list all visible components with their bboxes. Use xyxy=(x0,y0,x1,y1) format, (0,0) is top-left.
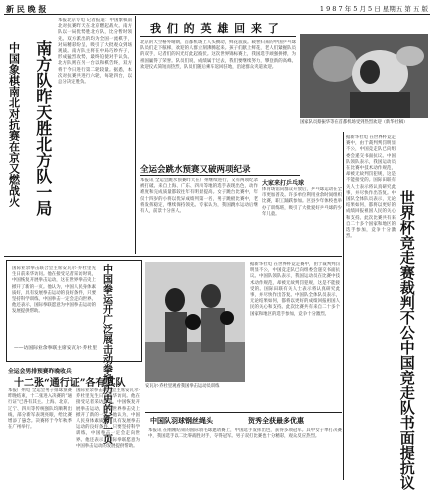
history-body: 国际业余拳击联合会主席安瓦尔·乔杜里先生日前来华访问。他在接受记者采访时说，中国恢复开展拳击运动，这在世界拳击史上掀开了新的一页。他认为，中国人民身体素质好，具有发展拳击运动的良好条件，只要坚持科学训练，中国拳击一定会走向世界。他还表示，国际拳联愿意为中国拳击运动的发展提供帮助。 xyxy=(12,266,96,315)
feature-photo xyxy=(300,34,428,118)
history-subline: ——访国际业余拳联主席安瓦尔·乔杜里 xyxy=(14,346,98,351)
lead-body: 本报北京专电 记者报道：中国象棋南北对抗赛昨天在北京燃起战火。南方队以一局优势胜北方队，比分暂时领先。双方派出的均为全国一流棋手，对局精彩纷呈，吸引了大批观众到场观战。南方队主将在中局巧妙弃子，形成猛烈攻势，最终迫使对手认负。北方队则在另一台以和棋告终，双方将于今日进行第二轮较量。据悉，本次对抗赛共进行六轮，每轮四台，以总分决定胜负。 xyxy=(58,18,132,86)
col-rule-right xyxy=(343,132,344,480)
lead-subheadline: 中国象棋南北对抗赛在京又燃战火 xyxy=(7,42,21,207)
bottom-right-headline-right: 贺秀全获最多优惠 xyxy=(248,416,304,425)
top-rule xyxy=(4,14,430,15)
feature-title-rule xyxy=(140,36,296,37)
bottom-left-headline-2: 十二张“通行证”各有其队 xyxy=(14,378,126,389)
right-body: 据新华社电 在世界杯竞走赛中，由于裁判判罚明显不公，中国竞走队已向组委会递交书面抗议。中国队领队表示，我国运动员在比赛中技术动作规范，却被无故判罚犯规，这是不能接受的。国际田联有关人士表示将认真研究此事，并尽快作出答复。中国队全体队员表示，无论结果如何，都将以更好的成绩回报祖国人民的关心和支持。此次比赛共有来自二十多个国家和地区的选手参加，竞争十分激烈。 xyxy=(346,135,396,240)
mid-body-2: 体育场馆向群众开放后，乒乓球运动在全市更加普及。许多单位利用业余时间组织比赛，职工踊跃参加。区县少年体校也举办了训练班，吸引了大批爱好乒乓球的少年儿童。 xyxy=(262,187,342,217)
bottom-right-rule xyxy=(145,412,342,413)
mid-subheadline: 大家来打乒乓球 xyxy=(262,180,305,187)
lead-headline: 南方队昨天胜北方队一局 xyxy=(33,40,53,216)
feature-photo-caption: 国家队员蔡振华等在首都机场受到热烈欢迎（新华社稿） xyxy=(300,120,408,125)
masthead: 新 民 晚 报 xyxy=(6,4,47,14)
bottom-right-body: 本报讯 在刚刚结束的国际羽毛球邀请赛上，中国选手发挥出色，获得多项冠军。其中女子单打决赛中，我国选手以二比零战胜对手，夺得冠军。男子双打比赛也十分精彩，观众反应热烈。 xyxy=(148,428,342,440)
mid-page-rule xyxy=(4,256,342,257)
mid-rule xyxy=(140,175,300,176)
mid-body: 本报讯 全运会跳水预赛昨天在广州继续进行，又有两项纪录被打破。来自上海、广东、四川等地的选手表现出色，动作难度和完成质量都较往年有明显提高。女子跳台比赛中，年仅十四岁的小将以优异成绩列第一名，男子跳板比赛中，老将发挥稳定，继续保持领先。专家认为，我国跳水运动后继有人，前景十分喜人。 xyxy=(140,178,258,215)
bottom-right-headline-left: 中国队羽球钢丝绳头 xyxy=(150,416,213,425)
dateline: 1 9 8 7 年 5 月 5 日 星期五 第 五 版 xyxy=(319,5,428,13)
feature-body: 北京的天空格外晴朗，首都机场上人头攒动，鲜花簇簇。载誉归来的中国乒乓球队员们走下舷梯，欢迎的人群立刻沸腾起来。孩子们献上鲜花，老人们紧握队员的双手，记者们的闪光灯此起彼伏。这次世界锦标赛上，我国选手顽强拼搏，为祖国赢得了荣誉。队员们说，成绩属于过去，我们要继续努力，攀登新的高峰。欢迎仪式简短而热烈，队员们随后乘车返回驻地，沿途群众夹道欢迎。 xyxy=(140,40,296,70)
right-headline: 世界杯竞走赛裁判不公中国竞走队书面提抗议 xyxy=(397,190,416,490)
boxing-photo-caption: 安瓦尔·乔杜里观看我国拳击运动员训练 xyxy=(145,384,220,389)
feature-title: 我 们 的 英 雄 回 来 了 xyxy=(150,22,280,35)
bottom-left-body: 本报广州电 全运会男子排球预赛昨晚结束，十二张进入决赛的“通行证”已各有其主。上海、北京、辽宁、四川等传统强队均顺利出线，部分新军表现亮眼，给比赛增添了悬念。决赛将于今年秋季在广州举行。 xyxy=(8,388,72,431)
mid-headline: 全运会跳水预赛又破两项纪录 xyxy=(140,165,251,175)
bottom-left-headline-1: 全运会男排预赛昨晚收兵 xyxy=(8,369,72,375)
col-rule-1 xyxy=(135,16,136,254)
mid-lower-body: 据新华社电 在世界杯竞走赛中，由于裁判判罚明显不公，中国竞走队已向组委会递交书面抗议。中国队领队表示，我国运动员在比赛中技术动作规范，却被无故判罚犯规，这是不能接受的。国际田联有关人士表示将认真研究此事，并尽快作出答复。中国队全体队员表示，无论结果如何，都将以更好的成绩回报祖国人民的关心和支持。此次比赛共有来自二十多个国家和地区的选手参加，竞争十分激烈。 xyxy=(250,262,340,317)
boxing-photo xyxy=(145,262,245,382)
bottom-left-body-2: 国际业余拳击联合会主席安瓦尔·乔杜里先生日前来华访问。他在接受记者采访时说，中国恢复开展拳击运动，这在世界拳击史上掀开了新的一页。他认为，中国人民身体素质好，具有发展拳击运动的良好条件，只要坚持科学训练，中国拳击一定会走向世界。他还表示，国际拳联愿意为中国拳击运动的发展提供帮助。 xyxy=(76,388,140,449)
history-headline: 中国拳运开广泛展击动拳掀历史的新一页 xyxy=(100,264,112,444)
